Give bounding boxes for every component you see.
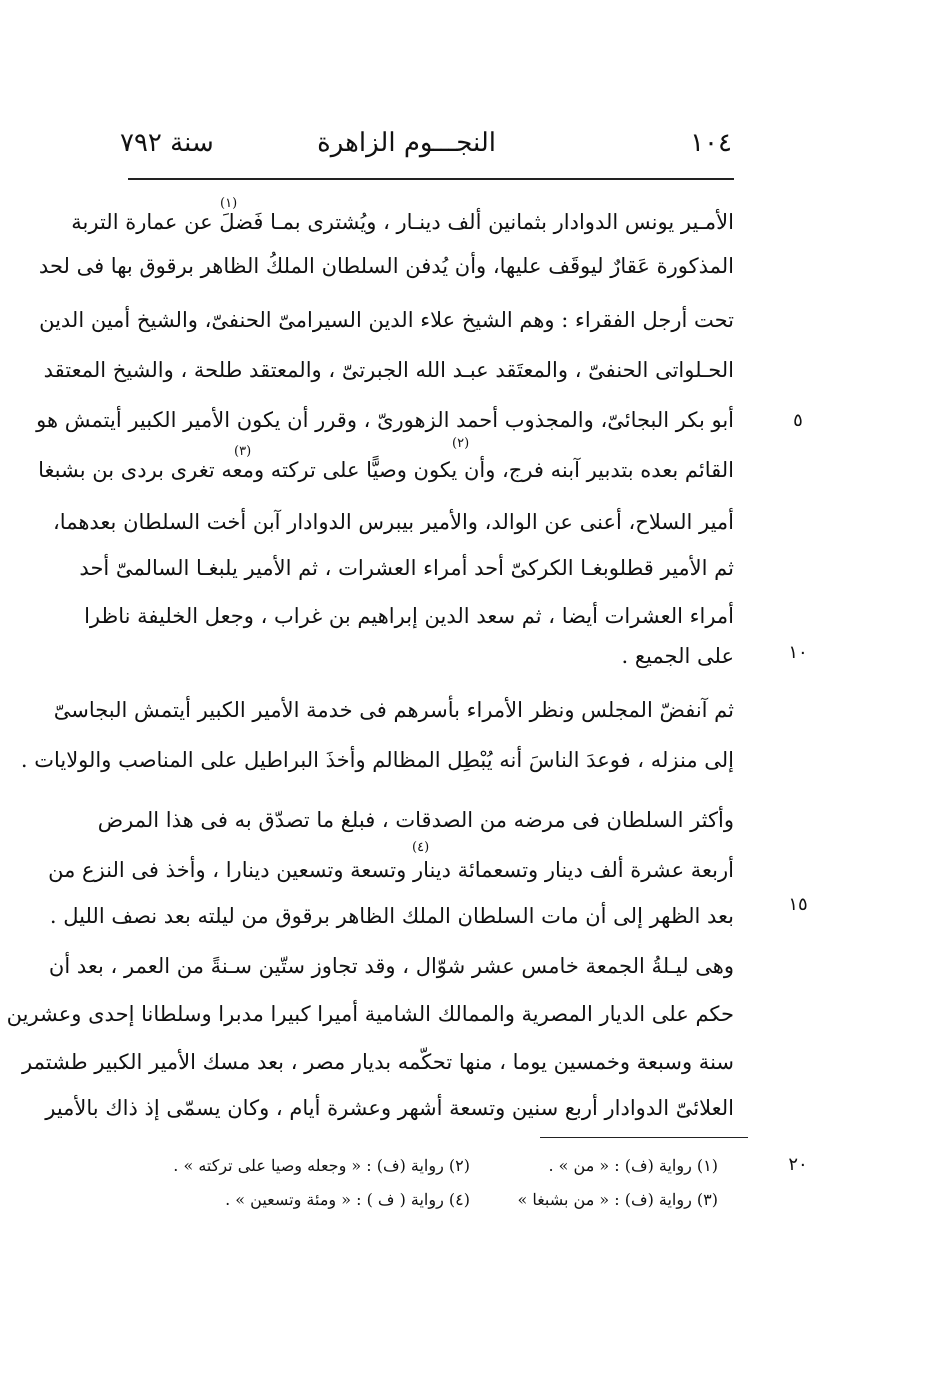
page-header	[120, 128, 732, 168]
footnote: (٤) رواية ( ف ) : « ومئة وتسعين » .	[225, 1190, 470, 1209]
text-line: إلى منزله ، فوعدَ الناسَ أنه يُبْطِل المظالم وأخذَ البراطيل على المناصب والولايات .	[20, 748, 734, 772]
page-number: ١٠٤	[690, 128, 732, 158]
year-label: سنة ٧٩٢	[120, 128, 214, 158]
margin-line-number: ١٥	[788, 894, 808, 915]
text-line: حكم على الديار المصرية والممالك الشامية أميرا كبيرا مدبرا وسلطانا إحدى وعشرين	[6, 1002, 734, 1026]
text-line: أبو بكر البجائىّ، والمجذوب أحمد الزهورىّ ، وقرر أن يكون الأمير الكبير أيتمش هو	[36, 408, 734, 432]
note-marker: (٣)	[234, 444, 252, 459]
text-line: بعد الظهر إلى أن مات السلطان الملك الظاهر برقوق من ليلته بعد نصف الليل .	[49, 904, 734, 928]
text-line: ثم الأمير قطلوبغـا الكركىّ أحد أمراء العشرات ، ثم الأمير يلبغـا السالمىّ أحد	[79, 556, 734, 580]
text-line: الحـلواتى الحنفىّ ، والمعتَقد عبـد الله الجبرتىّ ، والمعتقد طلحة ، والشيخ المعتقد	[43, 358, 734, 382]
header-rule	[128, 178, 734, 180]
footnote-rule	[540, 1137, 748, 1138]
note-marker: (٢)	[452, 436, 470, 451]
text-line: ثم آنفضّ المجلس ونظر الأمراء بأسرهم فى خدمة الأمير الكبير أيتمش البجاسىّ	[53, 698, 734, 722]
text-line: أمير السلاح، أعنى عن الوالد، والأمير بيبرس الدوادار آبن أخت السلطان بعدهما،	[53, 510, 734, 534]
text-line: أربعة عشرة ألف دينار وتسعمائة دينار وتسعة وتسعين دينارا ، وأخذ فى النزع من	[48, 858, 734, 882]
note-marker: (٤)	[412, 840, 430, 855]
footnote: (١) رواية (ف) : « من » .	[548, 1156, 718, 1175]
text-line: أمراء العشرات أيضا ، ثم سعد الدين إبراهيم بن غراب ، وجعل الخليفة ناظرا	[84, 604, 734, 628]
margin-line-number: ٥	[793, 410, 803, 431]
text-line: القائم بعده بتدبير آبنه فرج، وأن يكون وصيًّا على تركته ومعه تغرى بردى بن بشبغا	[38, 458, 734, 482]
note-marker: (١)	[220, 196, 238, 211]
text-line: على الجميع .	[621, 644, 734, 668]
footnote: (٣) رواية (ف) : « من بشبغا »	[517, 1190, 718, 1209]
text-line: الأمـير يونس الدوادار بثمانين ألف دينـار ، ويُشترى بمـا فَضلَ عن عمارة التربة	[71, 210, 734, 234]
text-line: سنة وسبعة وخمسين يوما ، منها تحكّمه بديار مصر ، بعد مسك الأمير الكبير طشتمر	[22, 1050, 734, 1074]
margin-line-number: ١٠	[788, 642, 808, 663]
text-line: وهى ليـلةُ الجمعة خامس عشر شوّال ، وقد تجاوز ستّين سـنةً من العمر ، بعد أن	[48, 954, 734, 978]
text-line: المذكورة عَقارٌ ليوقَف عليها، وأن يُدفن السلطان الملكُ الظاهر برقوق بها فى لحد	[38, 254, 734, 278]
text-line: تحت أرجل الفقراء : وهم الشيخ علاء الدين السيرامىّ الحنفىّ، والشيخ أمين الدين	[39, 308, 734, 332]
text-line: وأكثر السلطان فى مرضه من الصدقات ، فبلغ ما تصدّق به فى هذا المرض	[97, 808, 734, 832]
footnote: (٢) رواية (ف) : « وجعله وصيا على تركته » .	[173, 1156, 470, 1175]
margin-line-number: ٢٠	[788, 1154, 808, 1175]
text-line: العلائىّ الدوادار أربع سنين وتسعة أشهر وعشرة أيام ، وكان يسمّى إذ ذاك بالأمير	[45, 1096, 734, 1120]
running-title: النجـــوم الزاهرة	[317, 128, 496, 158]
